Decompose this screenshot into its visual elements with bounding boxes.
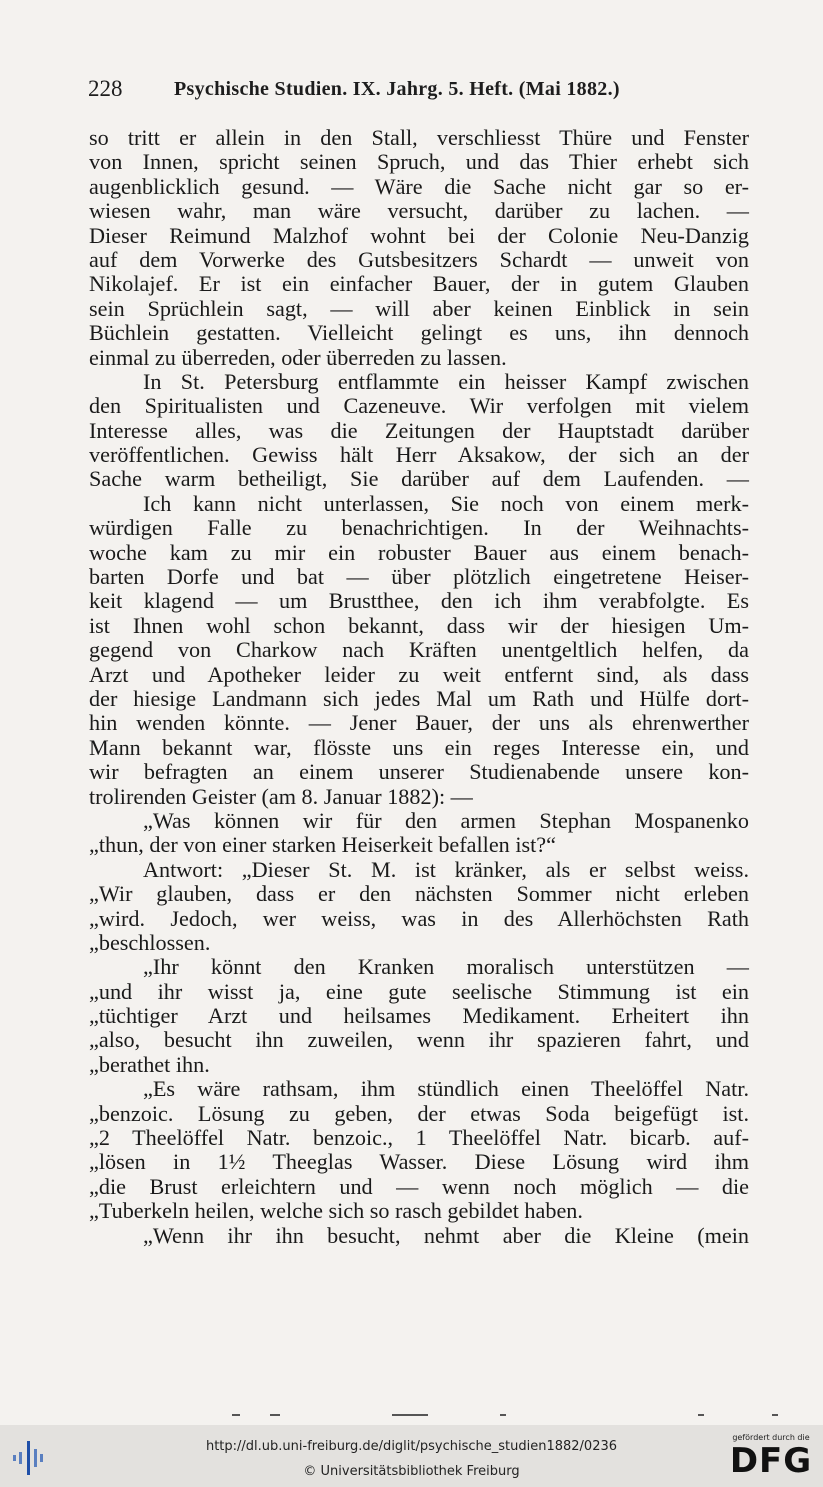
- copyright-text: © Universitätsbibliothek Freiburg: [303, 1464, 520, 1479]
- text-line: woche kam zu mir ein robuster Bauer aus einem benach-: [89, 539, 749, 565]
- text-line: Nikolajef. Er ist ein einfacher Bauer, der in gutem Glauben: [89, 271, 749, 297]
- text-line: so tritt er allein in den Stall, verschliesst Thüre und Fenster: [89, 125, 749, 150]
- text-line: „lösen in 1½ Theeglas Wasser. Diese Lösung wird ihm: [89, 1149, 749, 1175]
- text-line: den Spiritualisten und Cazeneuve. Wir verfolgen mit vielem: [89, 393, 749, 419]
- viewer-footer: [0, 1425, 823, 1487]
- text-line: Ich kann nicht unterlassen, Sie noch von einem merk-: [143, 490, 749, 516]
- text-line: barten Dorfe und bat — über plötzlich eingetretene Heiser-: [89, 564, 749, 590]
- text-line: Büchlein gestatten. Vielleicht gelingt es uns, ihn dennoch: [89, 320, 749, 346]
- text-line: In St. Petersburg entflammte ein heisser Kampf zwischen: [143, 368, 749, 394]
- text-line: trolirenden Geister (am 8. Januar 1882): —: [89, 783, 473, 809]
- text-line: „also, besucht ihn zuweilen, wenn ihr spazieren fahrt, und: [89, 1027, 749, 1053]
- dfg-logo: [726, 1433, 816, 1481]
- text-line: augenblicklich gesund. — Wäre die Sache nicht gar so er-: [89, 173, 749, 199]
- text-line: „beschlossen.: [89, 929, 211, 955]
- text-line: „berathet ihn.: [89, 1051, 210, 1077]
- text-line: „Ihr könnt den Kranken moralisch unterstützen —: [143, 954, 749, 980]
- text-line: Interesse alles, was die Zeitungen der Hauptstadt darüber: [89, 417, 749, 443]
- text-line: Arzt und Apotheker leider zu weit entfernt sind, als dass: [89, 661, 749, 687]
- text-line: „Wir glauben, dass er den nächsten Sommer nicht erleben: [89, 881, 749, 907]
- text-line: der hiesige Landmann sich jedes Mal um Rath und Hülfe dort-: [89, 685, 749, 711]
- text-line: Sache warm betheiligt, Sie darüber auf dem Laufenden. —: [89, 466, 749, 492]
- text-line: keit klagend — um Brustthee, den ich ihm verabfolgte. Es: [89, 588, 749, 614]
- text-line: „Was können wir für den armen Stephan Mospanenko: [143, 807, 749, 833]
- text-line: „wird. Jedoch, wer weiss, was in des Allerhöchsten Rath: [89, 905, 749, 931]
- text-line: einmal zu überreden, oder überreden zu lassen.: [89, 344, 507, 370]
- text-line: wir befragten an einem unserer Studienabende unsere kon-: [89, 759, 749, 785]
- next-page-bleed-marks: [200, 1414, 780, 1418]
- text-line: Dieser Reimund Malzhof wohnt bei der Colonie Neu-Danzig: [89, 222, 749, 248]
- text-line: würdigen Falle zu benachrichtigen. In der Weihnachts-: [89, 515, 749, 541]
- dfg-funding-label: gefördert durch die: [732, 1433, 810, 1442]
- text-line: Mann bekannt war, flösste uns ein reges Interesse ein, und: [89, 734, 749, 760]
- text-line: „benzoic. Lösung zu geben, der etwas Soda beigefügt ist.: [89, 1100, 749, 1126]
- page-header: [88, 74, 688, 104]
- text-line: gegend von Charkow nach Kräften unentgeltlich helfen, da: [89, 637, 749, 663]
- text-line: „2 Theelöffel Natr. benzoic., 1 Theelöffel Natr. bicarb. auf-: [89, 1125, 749, 1151]
- text-line: „Tuberkeln heilen, welche sich so rasch gebildet haben.: [89, 1198, 583, 1224]
- dfg-logo-text: DFG: [729, 1441, 813, 1481]
- text-line: sein Sprüchlein sagt, — will aber keinen Einblick in sein: [89, 295, 749, 321]
- text-line: Antwort: „Dieser St. M. ist kränker, als er selbst weiss.: [143, 856, 749, 882]
- text-line: „tüchtiger Arzt und heilsames Medikament. Erheitert ihn: [89, 1003, 749, 1029]
- text-line: „Es wäre rathsam, ihm stündlich einen Theelöffel Natr.: [143, 1076, 749, 1102]
- text-line: wiesen wahr, man wäre versucht, darüber zu lachen. —: [89, 198, 749, 224]
- text-line: „die Brust erleichtern und — wenn noch möglich — die: [89, 1173, 749, 1199]
- text-line: von Innen, spricht seinen Spruch, und das Thier erhebt sich: [89, 149, 749, 175]
- text-line: „Wenn ihr ihn besucht, nehmt aber die Kleine (mein: [143, 1222, 749, 1248]
- text-line: auf dem Vorwerke des Gutsbesitzers Schardt — unweit von: [89, 246, 749, 272]
- text-line: hin wenden könnte. — Jener Bauer, der uns als ehrenwerther: [89, 710, 749, 736]
- text-line: „thun, der von einer starken Heiserkeit befallen ist?“: [89, 832, 556, 858]
- text-line: „und ihr wisst ja, eine gute seelische Stimmung ist ein: [89, 978, 749, 1004]
- text-line: veröffentlichen. Gewiss hält Herr Aksakow, der sich an der: [89, 442, 749, 468]
- body-text: [89, 126, 749, 1248]
- page-number: 228: [88, 76, 123, 101]
- text-line: ist Ihnen wohl schon bekannt, dass wir der hiesigen Um-: [89, 612, 749, 638]
- document-url-link[interactable]: http://dl.ub.uni-freiburg.de/diglit/psychische_studien1882/0236: [205, 1439, 618, 1454]
- running-title: Psychische Studien. IX. Jahrg. 5. Heft. (Mai 1882.): [174, 78, 620, 100]
